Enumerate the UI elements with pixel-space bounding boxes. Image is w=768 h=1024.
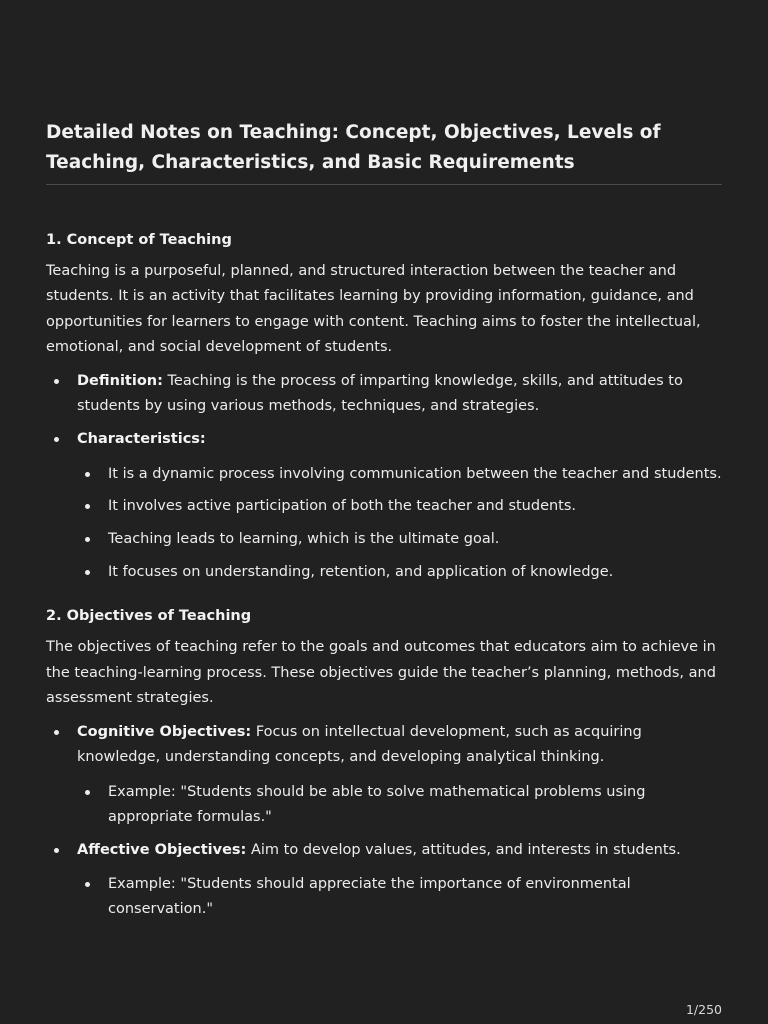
item-label: Cognitive Objectives:: [77, 724, 252, 741]
list-item-characteristics: [46, 427, 722, 585]
bullet-icon: [85, 504, 90, 509]
page-indicator: 1/250: [685, 1002, 722, 1017]
section-paragraph-objectives: The objectives of teaching refer to the goals and outcomes that educators aim to achieve in the teaching-learning process. These objectives guide the teacher’s planning, methods, and assessment strategies.: [46, 639, 716, 706]
cognitive-sublist: [77, 780, 722, 831]
item-label: Characteristics:: [77, 431, 206, 448]
bullet-icon: [85, 570, 90, 575]
bullet-icon: [54, 848, 59, 853]
item-label: Definition:: [77, 373, 163, 390]
item-text: Teaching is the process of imparting knowledge, skills, and attitudes to students by using various methods, techniques, and strategies.: [77, 373, 683, 415]
sub-item-text: It involves active participation of both the teacher and students.: [108, 498, 577, 515]
sub-list-item: [77, 527, 722, 552]
section-heading-concept: 1. Concept of Teaching: [46, 232, 232, 248]
list-item-cognitive: [46, 720, 722, 830]
characteristics-sublist: [77, 462, 722, 586]
bullet-icon: [54, 379, 59, 384]
section-paragraph-concept: Teaching is a purposeful, planned, and structured interaction between the teacher and students. It is an activity that facilitates learning by providing information, guidance, and opportunities for learners to engage with content. Teaching aims to foster the intellectual, emotional, and social development of students.: [46, 263, 701, 355]
item-text: Aim to develop values, attitudes, and interests in students.: [246, 841, 681, 858]
affective-sublist: [77, 872, 722, 923]
bullet-icon: [85, 882, 90, 887]
section-heading-objectives: 2. Objectives of Teaching: [46, 608, 252, 625]
sub-item-text: It is a dynamic process involving communication between the teacher and students.: [108, 465, 722, 482]
item-label: Affective Objectives:: [77, 841, 247, 858]
bullet-icon: [85, 537, 90, 542]
document-title: Detailed Notes on Teaching: Concept, Objectives, Levels of Teaching, Characteristics, and Basic Requirements: [46, 118, 722, 185]
concept-list: [46, 369, 722, 585]
item-text: Focus on intellectual development, such as acquiring knowledge, understanding concepts, and developing analytical thinking.: [77, 724, 642, 766]
sub-item-text: Teaching leads to learning, which is the ultimate goal.: [108, 531, 500, 548]
bullet-icon: [54, 437, 59, 442]
sub-item-text: It focuses on understanding, retention, and application of knowledge.: [108, 563, 614, 580]
sub-item-text: Example: "Students should be able to solve mathematical problems using appropriate formulas.": [108, 783, 646, 826]
bullet-icon: [54, 730, 59, 735]
document-page: [46, 118, 722, 930]
sub-item-text: Example: "Students should appreciate the importance of environmental conservation.": [108, 876, 631, 918]
bullet-icon: [85, 790, 90, 795]
sub-list-item: [77, 462, 722, 487]
bullet-icon: [85, 472, 90, 477]
sub-list-item: [77, 780, 722, 831]
list-item-affective: [46, 838, 722, 923]
sub-list-item: [77, 872, 722, 923]
objectives-list: [46, 720, 722, 923]
sub-list-item: [77, 494, 722, 519]
list-item-definition: [46, 369, 722, 420]
sub-list-item: [77, 560, 722, 585]
